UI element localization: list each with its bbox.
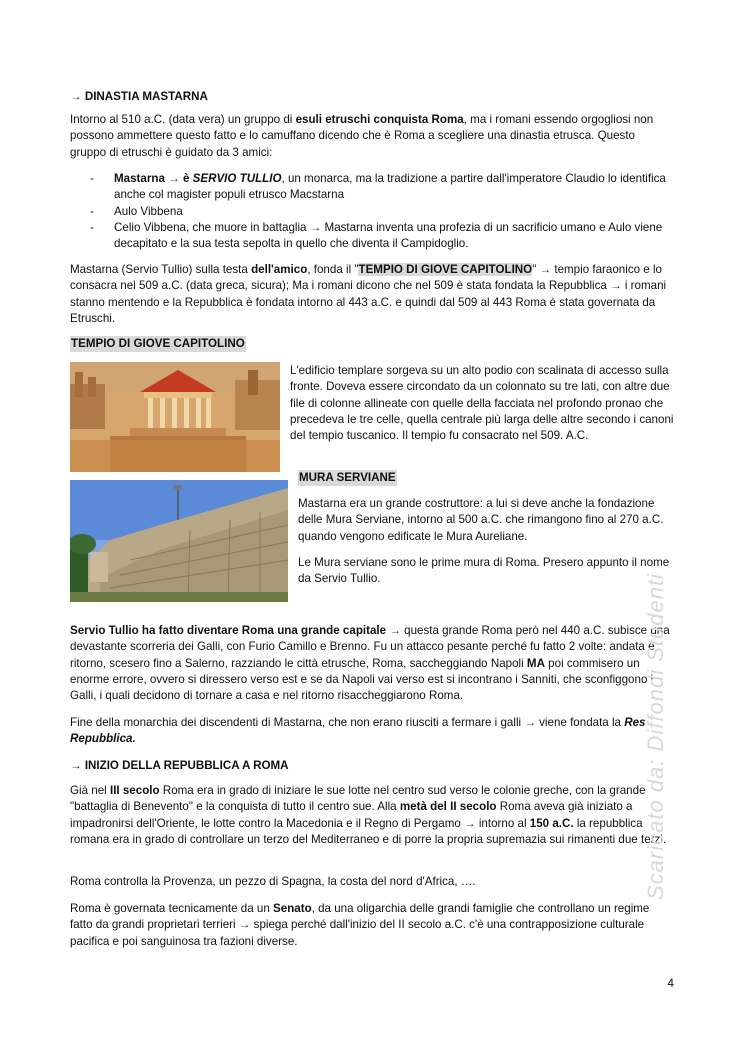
amici-list (70, 171, 674, 252)
list-item-celio: - Celio Vibbena, che muore in battaglia → Mastarna inventa una profezia di un sacrificio umano e Aulo viene decapitato e la sua testa sepolta in quello che diventa il Campidoglio. (70, 220, 674, 253)
list-item-mastarna: - Mastarna → è SERVIO TULLIO, un monarca, ma la tradizione a partire dall'imperatore Claudio lo identifica anche col magister populi etrusco Macstarna (70, 171, 674, 204)
heading-inizio-repubblica: → INIZIO DELLA REPUBBLICA A ROMA (70, 759, 289, 772)
document-page (70, 0, 674, 1052)
heading-mura-serviane: MURA SERVIANE (298, 470, 397, 486)
mura-paragraph-2: Le Mura serviane sono le prime mura di Roma. Presero appunto il nome da Servio Tullio. (298, 556, 670, 586)
paragraph-senato: Roma è governata tecnicamente da un Senato, da una oligarchia delle grandi famiglie che controllano un regime fatto da grandi proprietari terrieri → spiega perché dall'inizio del II secolo a.C. c'è una contrapposizione culturale pacifica e poi sanguinosa tra fazioni diverse. (70, 902, 650, 948)
heading-dinastia-mastarna: → DINASTIA MASTARNA (70, 90, 208, 103)
temple-illustration (70, 362, 280, 472)
mura-paragraph-1: Mastarna era un grande costruttore: a lui si deve anche la fondazione delle Mura Serviane, intorno al 500 a.C. che rimangono fino al 270 a.C. quando vengono edificate le Mura Aureliane. (298, 497, 664, 543)
wall-photo (70, 480, 288, 602)
list-item-aulo: - Aulo Vibbena (70, 204, 674, 220)
paragraph-intro: Intorno al 510 a.C. (data vera) un gruppo di esuli etruschi conquista Roma, ma i romani essendo orgogliosi non possono ammettere questo fatto e lo camuffano dicendo che è Roma a scegliere una dinastia etrusca. Questo gruppo di etruschi è guidato da 3 amici: (70, 113, 654, 159)
paragraph-tempio-fondazione: Mastarna (Servio Tullio) sulla testa dell'amico, fonda il "TEMPIO DI GIOVE CAPITOLINO" → tempio faraonico e lo consacra nel 509 a.C. (data greca, sicura); Ma i romani dicono che nel 509 è stata fondata la Repubblica → i romani stanno mentendo e la Repubblica è fondata intorno al 443 a.C. e quindi dal 509 al 443 Roma è stata governata da Etruschi. (70, 263, 667, 325)
paragraph-fine-monarchia: Fine della monarchia dei discendenti di Mastarna, che non erano riusciti a fermare i galli → viene fondata la Res Repubblica. (70, 716, 646, 746)
paragraph-espansione: Già nel III secolo Roma era in grado di iniziare le sue lotte nel centro sud verso le colonie greche, con la grande "battaglia di Benevento" e la conquista di tutto il centro sue. Alla metà del II secolo Roma aveva già iniziato a impadronirsi dell'Oriente, le lotte contro la Macedonia e il Regno di Pergamo → intorno al 150 a.C. la repubblica romana era in grado di controllare un terzo del Mediterraneo e di porre la propria supremazia sui rimanenti due terzi. (70, 784, 667, 846)
page-number: 4 (667, 977, 674, 990)
temple-image (70, 362, 280, 472)
tempio-description: L'edificio templare sorgeva su un alto podio con scalinata di accesso sulla fronte. Doveva essere circondato da un colonnato su tre lati, con altre due file di colonne allineate con quelle della facciata nel profondo pronao che precedeva le tre celle, quella centrale più larga delle altre secondo i canoni del tempio tuscanico. Il tempio fu consacrato nel 509. A.C. (290, 364, 674, 443)
wall-image (70, 480, 288, 602)
watermark: Scaricato da: Diffondi Studenti (643, 573, 668, 900)
paragraph-provenza: Roma controlla la Provenza, un pezzo di Spagna, la costa del nord d'Africa, …. (70, 875, 476, 888)
paragraph-galli: Servio Tullio ha fatto diventare Roma una grande capitale → questa grande Roma però nel 440 a.C. subisce una devastante scorreria dei Galli, con Furio Camillo e Brenno. Fu un attacco pesante perché fu fatto 2 volte: andata e ritorno, scesero fino a Salerno, razziando le città etrusche, Roma, saccheggiando Napoli MA poi commisero un enorme errore, ovvero si diressero verso est e se da Napoli vai verso est si incontrano i Sanniti, che sconfiggono i Galli, i quali decidono di tornare a casa e nel ritorno risaccheggiarono Roma. (70, 624, 670, 703)
heading-tempio: TEMPIO DI GIOVE CAPITOLINO (70, 336, 246, 352)
